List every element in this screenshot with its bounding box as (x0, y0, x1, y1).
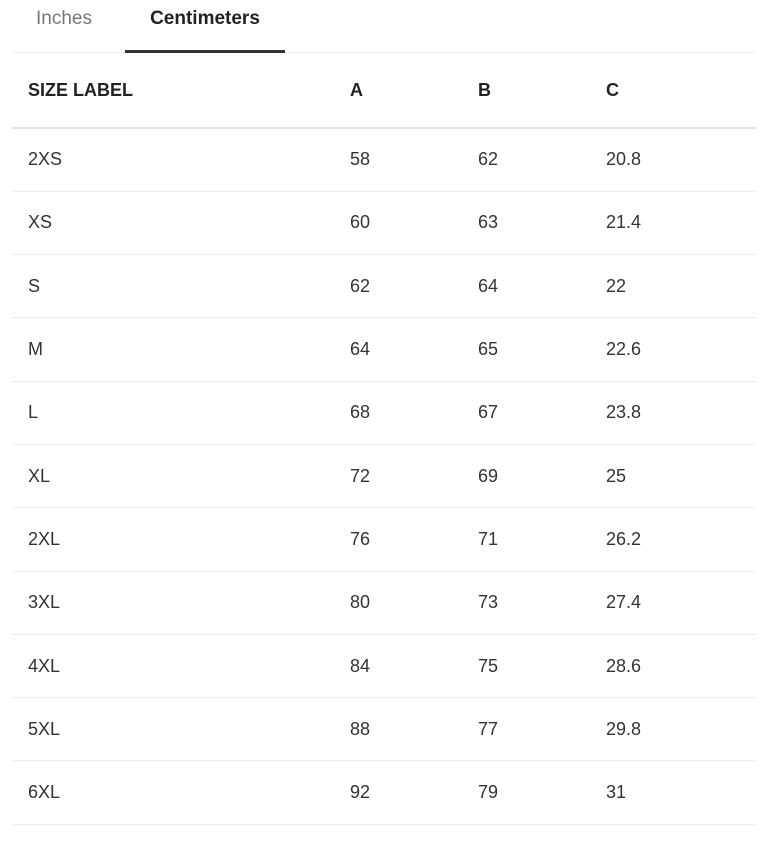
cell-b: 67 (478, 402, 499, 423)
table-row (12, 318, 756, 381)
cell-size: XS (28, 212, 53, 233)
tab-inches[interactable]: Inches (36, 8, 92, 29)
cell-c: 20.8 (606, 149, 642, 170)
table-row (12, 761, 756, 824)
cell-c: 23.8 (606, 402, 642, 423)
header-b: B (478, 79, 491, 100)
header-c: C (606, 79, 619, 100)
cell-size: XL (28, 465, 51, 486)
table-row (12, 128, 756, 191)
cell-a: 80 (350, 592, 371, 613)
cell-size: 3XL (28, 592, 61, 613)
cell-a: 72 (350, 465, 371, 486)
cell-b: 69 (478, 465, 499, 486)
table-row (12, 698, 756, 761)
cell-b: 62 (478, 149, 499, 170)
cell-c: 21.4 (606, 212, 642, 233)
cell-a: 68 (350, 402, 371, 423)
cell-size: S (28, 275, 41, 296)
table-header (12, 53, 756, 128)
cell-b: 79 (478, 782, 499, 803)
cell-c: 31 (606, 782, 627, 803)
cell-a: 60 (350, 212, 371, 233)
table-row (12, 444, 756, 507)
cell-a: 88 (350, 718, 371, 739)
cell-a: 64 (350, 339, 371, 360)
cell-c: 22.6 (606, 339, 642, 360)
cell-b: 65 (478, 339, 499, 360)
table-row (12, 508, 756, 571)
header-size-label: SIZE LABEL (28, 79, 134, 100)
cell-size: 4XL (28, 655, 61, 676)
table-row (12, 191, 756, 254)
cell-a: 62 (350, 275, 371, 296)
cell-b: 71 (478, 528, 499, 549)
cell-c: 26.2 (606, 528, 642, 549)
cell-c: 22 (606, 275, 627, 296)
cell-size: M (28, 339, 43, 360)
table-row (12, 634, 756, 697)
size-table (12, 53, 756, 825)
active-tab-indicator (125, 50, 285, 53)
cell-a: 84 (350, 655, 371, 676)
cell-size: 6XL (28, 782, 61, 803)
cell-c: 25 (606, 465, 627, 486)
table-row (12, 255, 756, 318)
cell-b: 73 (478, 592, 499, 613)
header-a: A (350, 79, 363, 100)
cell-b: 77 (478, 718, 499, 739)
cell-c: 29.8 (606, 718, 642, 739)
cell-c: 28.6 (606, 655, 642, 676)
tab-centimeters[interactable]: Centimeters (150, 8, 260, 29)
cell-b: 75 (478, 655, 499, 676)
cell-size: 2XS (28, 149, 63, 170)
cell-c: 27.4 (606, 592, 642, 613)
cell-size: L (28, 402, 39, 423)
table-row (12, 571, 756, 634)
cell-a: 58 (350, 149, 371, 170)
cell-a: 92 (350, 782, 371, 803)
cell-a: 76 (350, 528, 371, 549)
cell-b: 64 (478, 275, 499, 296)
cell-size: 5XL (28, 718, 61, 739)
size-chart (12, 0, 756, 825)
table-row (12, 381, 756, 444)
cell-b: 63 (478, 212, 499, 233)
header-row (12, 53, 756, 128)
cell-size: 2XL (28, 528, 61, 549)
table-body (12, 128, 756, 824)
unit-tabs (12, 0, 756, 53)
